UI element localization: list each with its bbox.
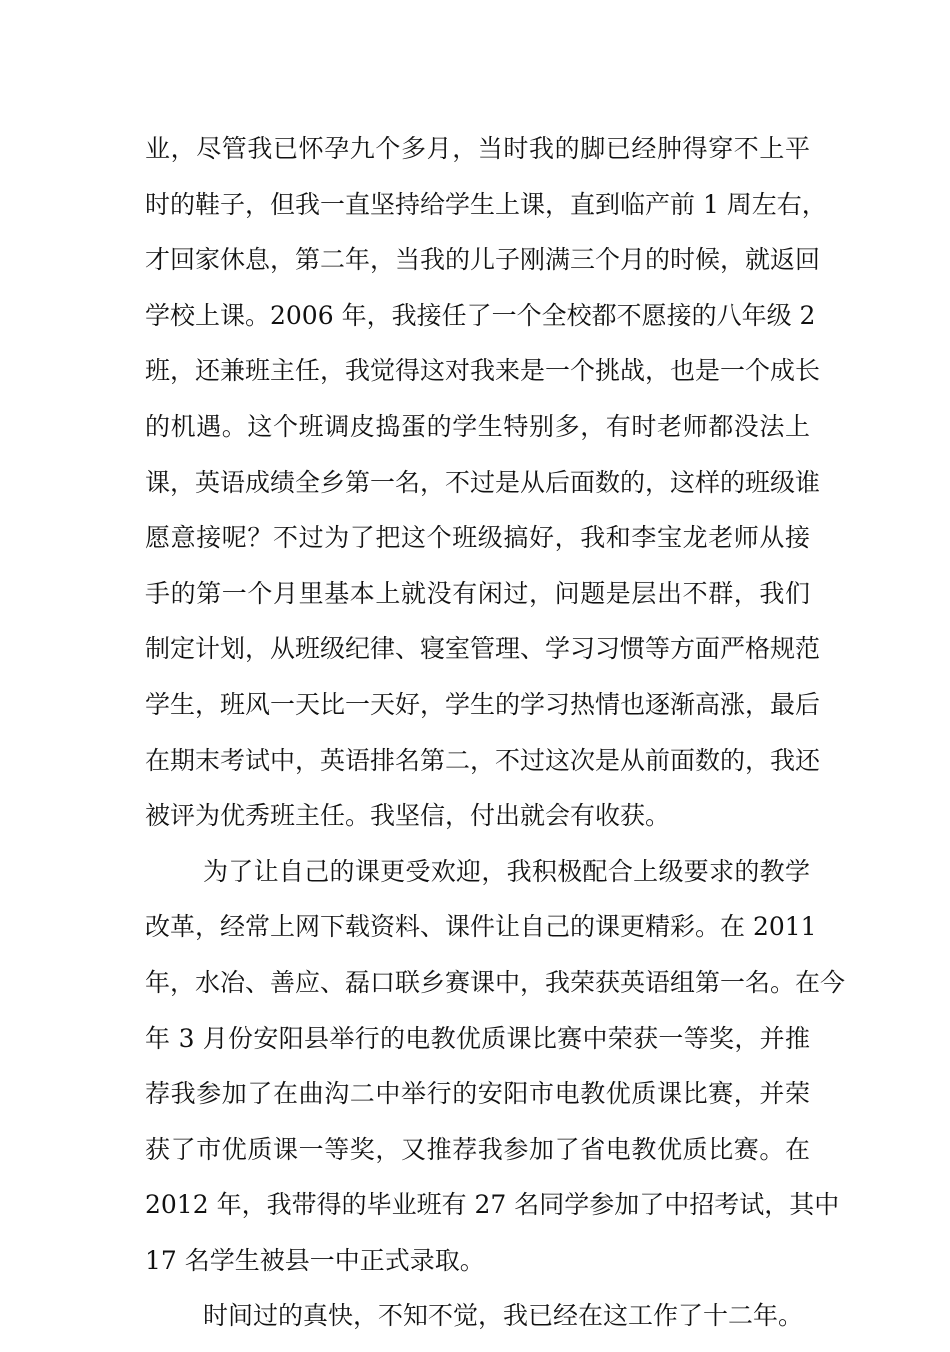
text-line: 17 名学生被县一中正式录取。: [145, 1245, 485, 1275]
text-line: 愿意接呢？不过为了把这个班级搞好，我和李宝龙老师从接: [145, 523, 810, 553]
text-line: 时间过的真快，不知不觉，我已经在这工作了十二年。: [203, 1301, 804, 1331]
document-body: [145, 129, 846, 1352]
text-line: 为了让自己的课更受欢迎，我积极配合上级要求的教学: [203, 856, 810, 886]
text-line: 年 3 月份安阳县举行的电教优质课比赛中荣获一等奖，并推: [145, 1023, 810, 1053]
text-line: 在期末考试中，英语排名第二，不过这次是从前面数的，我还: [145, 745, 821, 775]
text-line: 年，水冶、善应、磊口联乡赛课中，我荣获英语组第一名。在今: [145, 967, 846, 997]
text-line: 时的鞋子，但我一直坚持给学生上课，直到临产前 1 周左右，: [145, 189, 827, 219]
text-line: 学生，班风一天比一天好，学生的学习热情也逐渐高涨，最后: [145, 689, 821, 719]
text-line: 荐我参加了在曲沟二中举行的安阳市电教优质课比赛，并荣: [145, 1079, 810, 1109]
text-line: 改革，经常上网下载资料、课件让自己的课更精彩。在 2011: [145, 912, 817, 942]
text-line: 才回家休息，第二年，当我的儿子刚满三个月的时候，就返回: [145, 245, 821, 275]
text-line: 制定计划，从班级纪律、寝室管理、学习习惯等方面严格规范: [145, 634, 821, 664]
text-line: 课，英语成绩全乡第一名，不过是从后面数的，这样的班级谁: [145, 467, 821, 497]
paragraph-1: [145, 129, 827, 852]
text-line: 的机遇。这个班调皮捣蛋的学生特别多，有时老师都没法上: [145, 411, 810, 441]
paragraph-2: [145, 852, 846, 1297]
text-line: 业，尽管我已怀孕九个多月，当时我的脚已经肿得穿不上平: [145, 134, 810, 163]
text-line: 被评为优秀班主任。我坚信，付出就会有收获。: [145, 801, 671, 831]
text-line: 手的第一个月里基本上就没有闲过，问题是层出不群，我们: [145, 578, 810, 608]
text-line: 班，还兼班主任，我觉得这对我来是一个挑战，也是一个成长: [145, 356, 821, 386]
text-line: 学校上课。2006 年，我接任了一个全校都不愿接的八年级 2: [145, 300, 816, 330]
text-line: 2012 年，我带得的毕业班有 27 名同学参加了中招考试，其中: [145, 1190, 840, 1220]
text-line: 获了市优质课一等奖，又推荐我参加了省电教优质比赛。在: [145, 1134, 810, 1164]
